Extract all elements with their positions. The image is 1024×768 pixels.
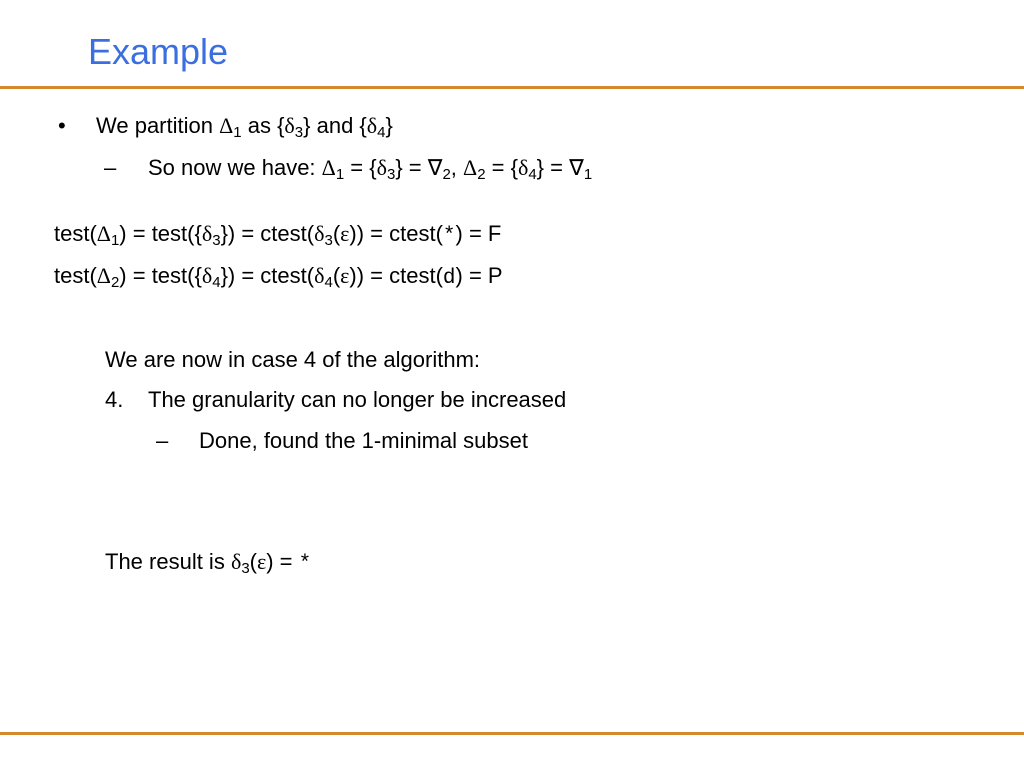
step-text: The granularity can no longer be increased (148, 387, 567, 412)
result-line: The result is $\delta_3(\varepsilon)$ = * (105, 549, 312, 577)
test-line-delta1: $test(\Delta_1)$ = $test(\{\delta_3\})$ = $ctest(\delta_3(\varepsilon))$ = ctest(*) = F (54, 221, 502, 249)
case-line: We are now in case 4 of the algorithm: (105, 347, 481, 372)
bullet-marker: • (58, 113, 66, 138)
sub-bullet-marker: – (104, 155, 117, 180)
bullet-partition: We partition $\Delta_1$ as $\{\delta_3\}$ and $\{\delta_4\}$ (96, 113, 393, 141)
done-text: Done, found the 1-minimal subset (199, 428, 528, 453)
slide-title: Example (88, 31, 229, 72)
footer-divider (0, 732, 1024, 735)
sub-bullet-now-we-have: So now we have: $\Delta_1 = \{\delta_3\} = \nabla_2$, $\Delta_2 = \{\delta_4\} = \nabla_1$ (148, 155, 593, 183)
test-line-delta2: $test(\Delta_2)$ = $test(\{\delta_4\})$ = $ctest(\delta_4(\varepsilon))$ = ctest(d) = P (54, 263, 503, 291)
done-marker: – (156, 428, 169, 453)
title-divider (0, 86, 1024, 89)
step-number: 4. (105, 387, 124, 412)
